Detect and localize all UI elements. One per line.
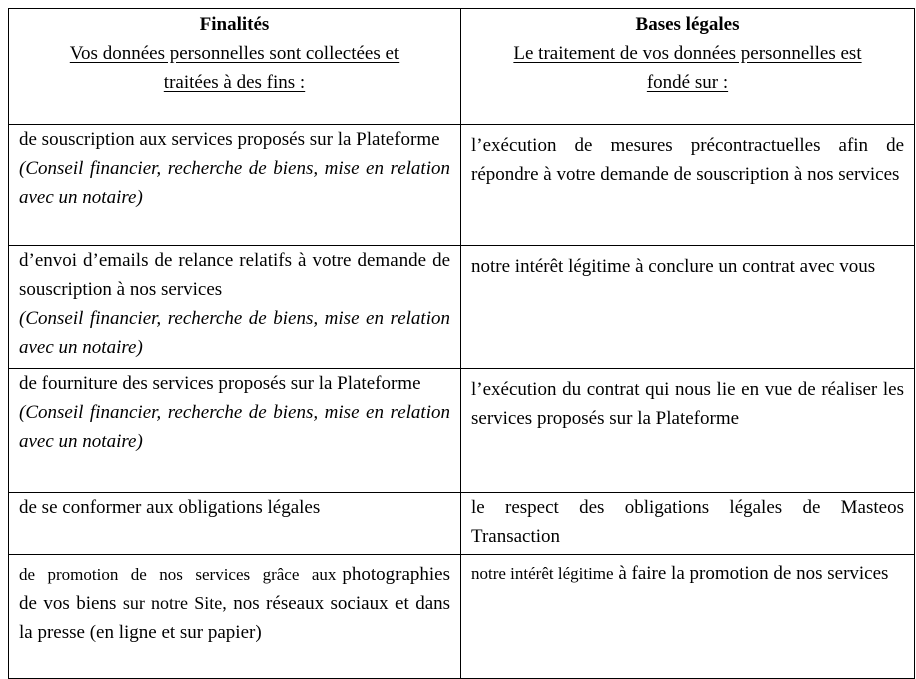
header-purposes-cell bbox=[9, 9, 461, 125]
purpose-cell bbox=[9, 246, 461, 369]
purpose-text-part1: de promotion de nos services grâce aux bbox=[19, 565, 337, 584]
legal-basis-text: l’exécution de mesures précontractuelles afin de répondre à votre demande de souscription à nos services bbox=[471, 135, 904, 185]
purpose-note: (Conseil financier, recherche de biens, mise en relation avec un notaire) bbox=[19, 158, 450, 208]
legal-basis-cell bbox=[461, 493, 915, 555]
legal-basis-text-part2: à faire la promotion de nos services bbox=[618, 563, 889, 584]
header-legal-bases-subtitle-line2: fondé sur : bbox=[646, 72, 729, 93]
header-legal-bases-cell bbox=[461, 9, 915, 125]
purpose-text: de souscription aux services proposés sur la Plateforme bbox=[19, 129, 440, 150]
purpose-text-part2: photographies de vos biens bbox=[19, 564, 451, 614]
header-legal-bases-subtitle-line1: Le traitement de vos données personnelles est bbox=[513, 43, 862, 64]
purpose-text-part3: sur notre Site, bbox=[122, 593, 227, 613]
purpose-cell bbox=[9, 555, 461, 679]
legal-basis-text: l’exécution du contrat qui nous lie en vue de réaliser les services proposés sur la Plateforme bbox=[471, 379, 904, 429]
legal-basis-text: le respect des obligations légales de Masteos Transaction bbox=[471, 497, 904, 547]
header-legal-bases-title: Bases légales bbox=[635, 14, 740, 35]
legal-basis-text: notre intérêt légitime à conclure un contrat avec vous bbox=[471, 256, 876, 277]
purpose-text: de se conformer aux obligations légales bbox=[19, 497, 321, 518]
purpose-note: (Conseil financier, recherche de biens, mise en relation avec un notaire) bbox=[19, 402, 450, 452]
header-purposes-title: Finalités bbox=[199, 14, 270, 35]
purpose-cell bbox=[9, 369, 461, 493]
purposes-legal-bases-table bbox=[8, 8, 915, 679]
header-purposes-subtitle-line1: Vos données personnelles sont collectées et bbox=[69, 43, 400, 64]
legal-basis-cell bbox=[461, 369, 915, 493]
legal-basis-text-part1: notre intérêt légitime bbox=[471, 564, 614, 583]
purpose-text: d’envoi d’emails de relance relatifs à votre demande de souscription à nos services bbox=[19, 250, 450, 300]
table-row bbox=[9, 246, 915, 369]
legal-basis-cell bbox=[461, 555, 915, 679]
legal-basis-cell bbox=[461, 125, 915, 246]
purpose-note: (Conseil financier, recherche de biens, mise en relation avec un notaire) bbox=[19, 308, 450, 358]
table-row bbox=[9, 493, 915, 555]
table-row bbox=[9, 555, 915, 679]
header-purposes-subtitle-line2: traitées à des fins : bbox=[163, 72, 306, 93]
purpose-text: de fourniture des services proposés sur la Plateforme bbox=[19, 373, 421, 394]
purpose-text-part4: nos réseaux sociaux et dans la presse (en ligne et sur papier) bbox=[19, 593, 451, 643]
table-row bbox=[9, 369, 915, 493]
purpose-cell bbox=[9, 493, 461, 555]
table-header-row bbox=[9, 9, 915, 125]
legal-basis-cell bbox=[461, 246, 915, 369]
table-row bbox=[9, 125, 915, 246]
purpose-cell bbox=[9, 125, 461, 246]
